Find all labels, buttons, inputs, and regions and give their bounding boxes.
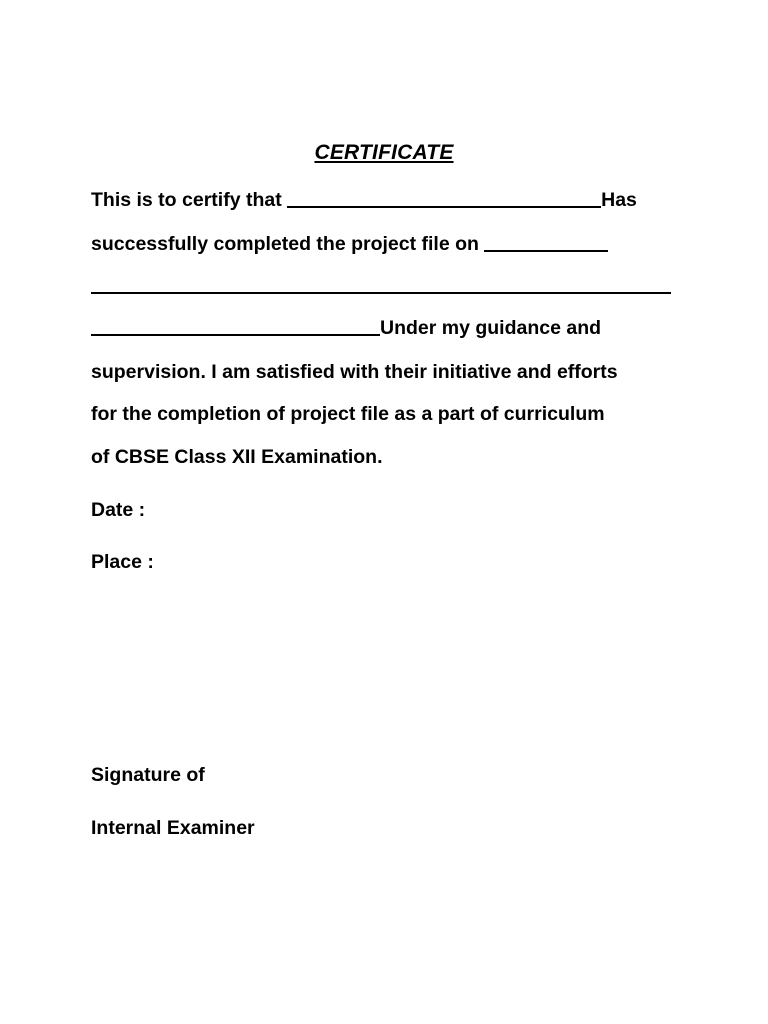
certify-text: This is to certify that [91,189,288,211]
examiner-label: Internal Examiner [91,817,255,839]
examination-line: of CBSE Class XII Examination. [91,446,383,468]
signature-label: Signature of [91,764,205,786]
topic-continuation-line [91,274,671,298]
guidance-line [91,316,601,340]
has-text: Has [601,189,637,211]
supervision-line: supervision. I am satisfied with their initiative and efforts [91,361,618,383]
project-topic-blank [484,249,608,252]
student-name-blank [287,205,601,208]
certify-line [91,188,637,212]
curriculum-line: for the completion of project file as a part of curriculum [91,403,605,425]
project-topic-blank-2 [91,291,671,294]
project-topic-blank-3 [91,333,380,336]
place-label: Place : [91,551,154,573]
certificate-title: CERTIFICATE [314,141,454,164]
date-label: Date : [91,499,146,521]
completed-line [91,232,608,256]
guidance-text: Under my guidance and [380,317,602,339]
completed-text: successfully completed the project file on [91,233,485,255]
